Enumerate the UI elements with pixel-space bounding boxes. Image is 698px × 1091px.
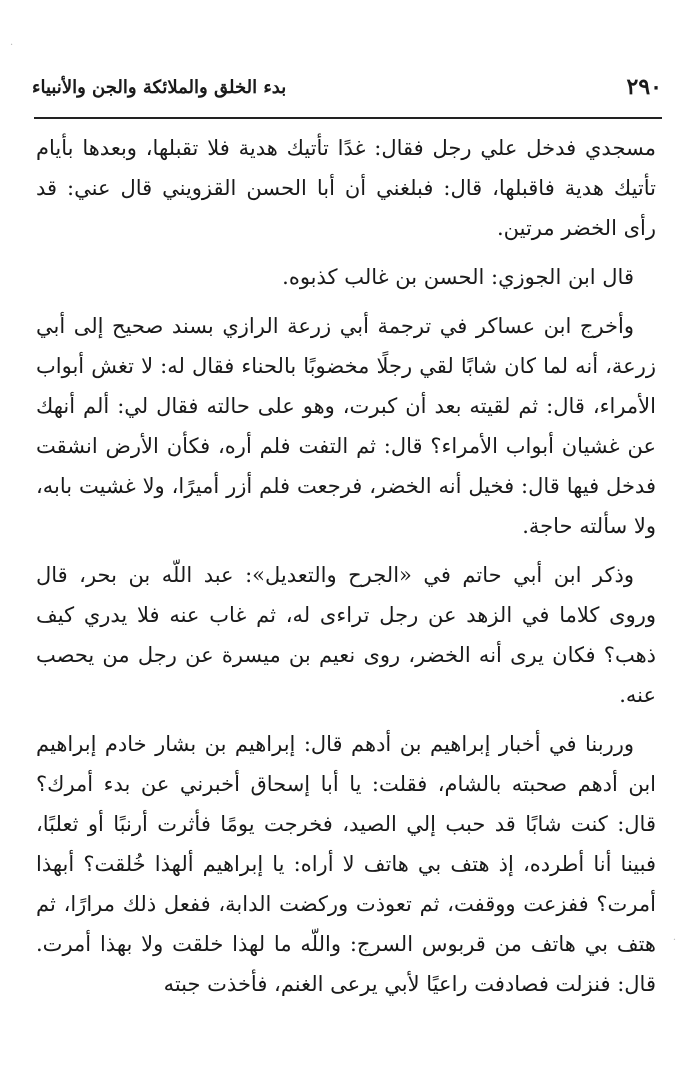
paragraph-4: وذكر ابن أبي حاتم في «الجرح والتعديل»: عبد اللّه بن بحر، قال وروى كلاما في الزهد عن رجل تراءى له، ثم غاب عنه فلا يدري كيف ذهب؟ فكان يرى أنه الخضر، روى نعيم بن ميسرة عن رجل من يحصب عنه.: [36, 563, 656, 707]
running-title: بدء الخلق والملائكة والجن والأنبياء: [32, 76, 287, 98]
paragraph-1: مسجدي فدخل علي رجل فقال: غدًا تأتيك هدية فلا تقبلها، وبعدها بأيام تأتيك هدية فاقبلها، قال: فبلغني أن أبا الحسن القزويني قال عني: قد رأى الخضر مرتين.: [36, 136, 656, 240]
paragraph-2: قال ابن الجوزي: الحسن بن غالب كذبوه.: [282, 265, 634, 289]
paragraph-5: ورربنا في أخبار إبراهيم بن أدهم قال: إبراهيم بن بشار خادم إبراهيم ابن أدهم صحبته بالشام، فقلت: يا أبا إسحاق أخبرني عن بدء أمرك؟ قال: كنت شابًا قد حبب إلي الصيد، فخرجت يومًا فأثرت أرنبًا أو ثعلبًا، فبينا أنا أطرده، إذ هتف بي هاتف لا أراه: يا إبراهيم ألهذا خُلقت؟ أبهذا أمرت؟ ففزعت ووقفت، ثم تعوذت وركضت الدابة، ففعل ذلك مرارًا، ثم هتف بي هاتف من قربوس السرج: واللّه ما لهذا خلقت ولا بهذا أمرت. قال: فنزلت فصادفت راعيًا لأبي يرعى الغنم، فأخذت جبته: [36, 732, 656, 996]
scan-mark: ·: [10, 40, 14, 51]
page-header: [32, 70, 662, 104]
page-number: ٢٩٠: [626, 74, 662, 100]
body-text: [36, 128, 656, 1004]
header-divider: [34, 117, 662, 119]
paragraph-3: وأخرج ابن عساكر في ترجمة أبي زرعة الرازي بسند صحيح إلى أبي زرعة، أنه لما كان شابًا لقي رجلًا مخضوبًا بالحناء فقال له: لا تغش أبواب الأمراء، قال: ثم لقيته بعد أن كبرت، وهو على حالته فقال لي: ألم أنهك عن غشيان أبواب الأمراء؟ قال: ثم التفت فلم أره، فكأن الأرض انشقت فدخل فيها قال: فخيل أنه الخضر، فرجعت فلم أزر أميرًا، ولا غشيت بابه، ولا سألته حاجة.: [36, 314, 656, 538]
scan-mark: ·: [672, 935, 676, 946]
